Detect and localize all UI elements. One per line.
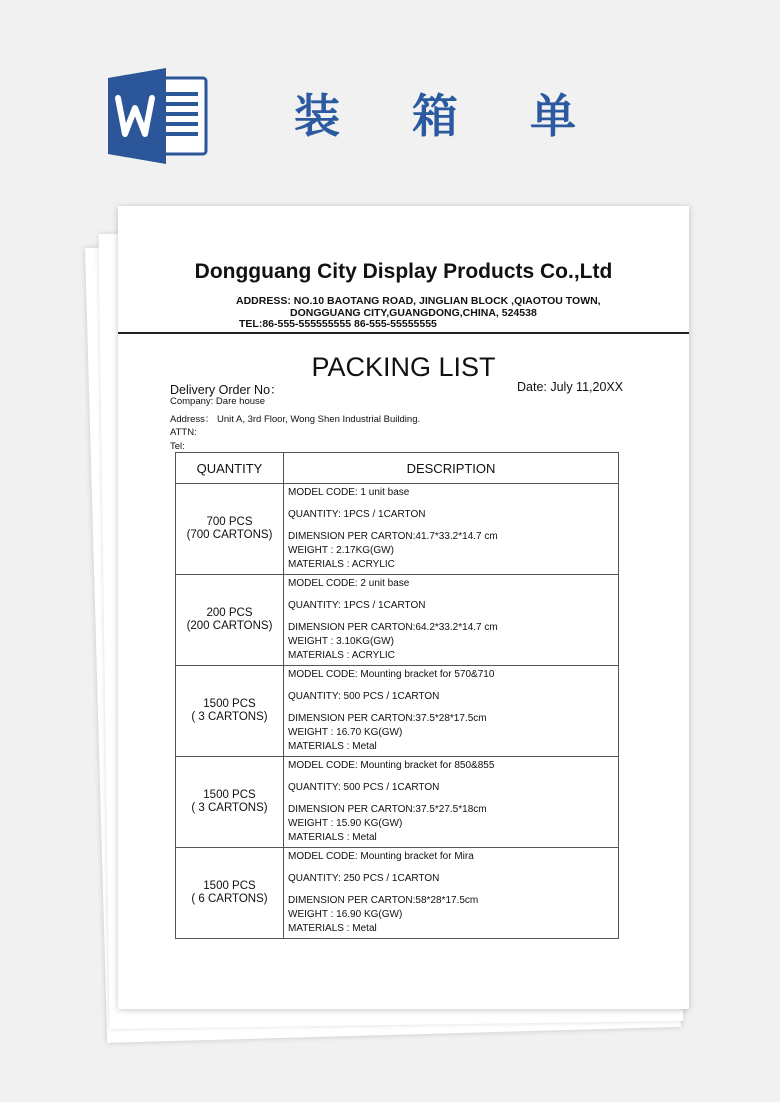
address-line-1: ADDRESS: NO.10 BAOTANG ROAD, JINGLIAN BLOCK ,QIAOTOU TOWN,	[236, 295, 601, 307]
word-icon	[108, 68, 208, 164]
model-code: MODEL CODE: Mounting bracket for 570&710	[288, 669, 495, 680]
company-field: Company: Dare house	[170, 396, 266, 407]
weight-line: WEIGHT : 16.70 KG(GW)	[288, 727, 403, 738]
model-code: MODEL CODE: 2 unit base	[288, 578, 410, 589]
qty-pcs: 200 PCS	[206, 607, 253, 619]
description-cell	[284, 484, 619, 575]
quantity-cell	[176, 757, 284, 848]
table-row	[176, 666, 619, 757]
dimension-line: DIMENSION PER CARTON:37.5*28*17.5cm	[288, 713, 487, 724]
table-row	[176, 484, 619, 575]
qty-pcs: 1500 PCS	[203, 880, 256, 892]
qty-cartons: ( 3 CARTONS)	[191, 711, 268, 723]
quantity-line: QUANTITY: 1PCS / 1CARTON	[288, 509, 426, 520]
description-cell	[284, 575, 619, 666]
materials-line: MATERIALS : ACRYLIC	[288, 650, 395, 661]
document-sheet	[118, 206, 689, 1009]
header-divider	[118, 332, 689, 334]
address-line-2: DONGGUANG CITY,GUANGDONG,CHINA, 524538	[290, 307, 537, 319]
description-cell	[284, 757, 619, 848]
quantity-cell	[176, 848, 284, 939]
quantity-cell	[176, 666, 284, 757]
materials-line: MATERIALS : Metal	[288, 832, 377, 843]
table-row	[176, 848, 619, 939]
company-name: Dongguang City Display Products Co.,Ltd	[194, 260, 613, 283]
quantity-header: QUANTITY	[176, 453, 284, 484]
qty-pcs: 1500 PCS	[203, 789, 256, 801]
qty-cartons: (200 CARTONS)	[186, 620, 273, 632]
qty-cartons: ( 3 CARTONS)	[191, 802, 268, 814]
materials-line: MATERIALS : Metal	[288, 923, 377, 934]
table-row	[176, 575, 619, 666]
weight-line: WEIGHT : 15.90 KG(GW)	[288, 818, 403, 829]
banner-title: 装 箱 单	[294, 89, 605, 143]
dimension-line: DIMENSION PER CARTON:41.7*33.2*14.7 cm	[288, 531, 498, 542]
description-header: DESCRIPTION	[284, 453, 619, 484]
dimension-line: DIMENSION PER CARTON:64.2*33.2*14.7 cm	[288, 622, 498, 633]
dimension-line: DIMENSION PER CARTON:58*28*17.5cm	[288, 895, 479, 906]
materials-line: MATERIALS : ACRYLIC	[288, 559, 395, 570]
quantity-line: QUANTITY: 500 PCS / 1CARTON	[288, 691, 440, 702]
description-cell	[284, 666, 619, 757]
attn-field: ATTN:	[170, 427, 197, 438]
address-field: Address： Unit A, 3rd Floor, Wong Shen Industrial Building.	[170, 414, 421, 425]
table-header-row	[176, 453, 619, 484]
model-code: MODEL CODE: Mounting bracket for 850&855	[288, 760, 495, 771]
delivery-order-label: Delivery Order No：	[170, 383, 283, 397]
weight-line: WEIGHT : 3.10KG(GW)	[288, 636, 394, 647]
quantity-cell	[176, 484, 284, 575]
packing-table	[175, 452, 619, 939]
materials-line: MATERIALS : Metal	[288, 741, 377, 752]
quantity-line: QUANTITY: 1PCS / 1CARTON	[288, 600, 426, 611]
quantity-line: QUANTITY: 250 PCS / 1CARTON	[288, 873, 440, 884]
qty-pcs: 700 PCS	[206, 516, 253, 528]
table-row	[176, 757, 619, 848]
date-label: Date: July 11,20XX	[517, 380, 624, 394]
model-code: MODEL CODE: Mounting bracket for Mira	[288, 851, 474, 862]
weight-line: WEIGHT : 16.90 KG(GW)	[288, 909, 403, 920]
model-code: MODEL CODE: 1 unit base	[288, 487, 410, 498]
document-title: PACKING LIST	[311, 352, 496, 382]
quantity-cell	[176, 575, 284, 666]
tel-line: TEL:86-555-555555555 86-555-55555555	[239, 318, 437, 330]
qty-cartons: ( 6 CARTONS)	[191, 893, 268, 905]
qty-cartons: (700 CARTONS)	[186, 529, 273, 541]
weight-line: WEIGHT : 2.17KG(GW)	[288, 545, 394, 556]
dimension-line: DIMENSION PER CARTON:37.5*27.5*18cm	[288, 804, 487, 815]
tel-field: Tel:	[170, 441, 185, 452]
description-cell	[284, 848, 619, 939]
qty-pcs: 1500 PCS	[203, 698, 256, 710]
quantity-line: QUANTITY: 500 PCS / 1CARTON	[288, 782, 440, 793]
